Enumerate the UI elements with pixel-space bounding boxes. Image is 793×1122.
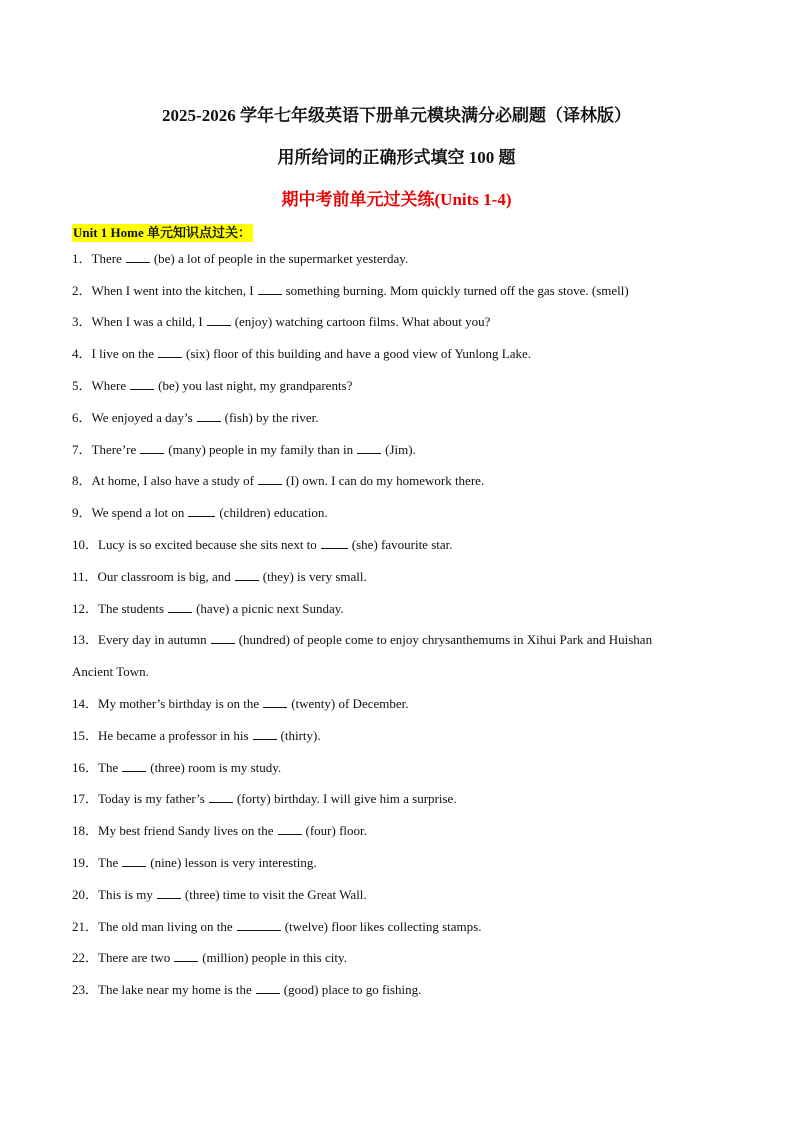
question-number: 17． — [72, 791, 99, 806]
answer-blank[interactable] — [258, 282, 282, 295]
answer-blank[interactable] — [188, 504, 215, 517]
answer-blank[interactable] — [168, 600, 192, 613]
question-number: 20． — [72, 887, 99, 902]
question-number: 13． — [72, 632, 99, 647]
question-15: 15．He became a professor in his (thirty). — [72, 728, 321, 743]
question-23: 23．The lake near my home is the (good) place to go fishing. — [72, 982, 422, 997]
question-13-continuation: Ancient Town. — [72, 664, 149, 679]
answer-blank[interactable] — [278, 822, 302, 835]
question-2: 2．When I went into the kitchen, I something burning. Mom quickly turned off the gas stove. (smell) — [72, 283, 629, 298]
answer-blank[interactable] — [197, 409, 221, 422]
question-4: 4．I live on the (six) floor of this building and have a good view of Yunlong Lake. — [72, 346, 532, 361]
question-18: 18．My best friend Sandy lives on the (four) floor. — [72, 823, 367, 838]
question-number: 6． — [72, 410, 92, 425]
question-number: 21． — [72, 919, 99, 934]
document-subtitle: 用所给词的正确形式填空 100 题 — [277, 148, 516, 167]
answer-blank[interactable] — [130, 377, 154, 390]
answer-blank[interactable] — [122, 854, 146, 867]
question-number: 2． — [72, 283, 92, 298]
question-number: 15． — [72, 728, 99, 743]
answer-blank[interactable] — [253, 727, 277, 740]
answer-blank[interactable] — [263, 695, 287, 708]
question-number: 14． — [72, 696, 99, 711]
question-8: 8．At home, I also have a study of (I) own. I can do my homework there. — [72, 473, 485, 488]
question-6: 6．We enjoyed a day’s (fish) by the river. — [72, 410, 319, 425]
question-22: 22．There are two (million) people in this city. — [72, 950, 347, 965]
question-number: 11． — [72, 569, 98, 584]
document-title: 2025-2026 学年七年级英语下册单元模块满分必刷题（译林版） — [162, 106, 631, 125]
question-17: 17．Today is my father’s (forty) birthday. I will give him a surprise. — [72, 791, 457, 806]
question-number: 5． — [72, 378, 92, 393]
answer-blank[interactable] — [321, 536, 348, 549]
answer-blank[interactable] — [174, 949, 198, 962]
answer-blank[interactable] — [209, 790, 233, 803]
answer-blank[interactable] — [237, 918, 281, 931]
question-number: 3． — [72, 314, 92, 329]
question-number: 10． — [72, 537, 99, 552]
question-number: 4． — [72, 346, 92, 361]
question-3: 3．When I was a child, I (enjoy) watching cartoon films. What about you? — [72, 314, 491, 329]
question-number: 19． — [72, 855, 99, 870]
question-number: 1． — [72, 251, 92, 266]
answer-blank[interactable] — [235, 568, 259, 581]
answer-blank[interactable] — [140, 441, 164, 454]
answer-blank[interactable] — [211, 631, 235, 644]
question-21: 21．The old man living on the (twelve) floor likes collecting stamps. — [72, 919, 482, 934]
question-16: 16．The (three) room is my study. — [72, 760, 282, 775]
answer-blank[interactable] — [122, 759, 146, 772]
question-number: 8． — [72, 473, 92, 488]
answer-blank[interactable] — [256, 981, 280, 994]
question-number: 23． — [72, 982, 99, 997]
answer-blank[interactable] — [157, 886, 181, 899]
question-13: 13．Every day in autumn (hundred) of people come to enjoy chrysanthemums in Xihui Park and Huishan — [72, 632, 653, 647]
question-14: 14．My mother’s birthday is on the (twenty) of December. — [72, 696, 409, 711]
question-7: 7．There’re (many) people in my family than in (Jim). — [72, 442, 416, 457]
answer-blank[interactable] — [258, 472, 282, 485]
question-20: 20．This is my (three) time to visit the Great Wall. — [72, 887, 367, 902]
question-number: 22． — [72, 950, 99, 965]
question-number: 12． — [72, 601, 99, 616]
question-1: 1．There (be) a lot of people in the supermarket yesterday. — [72, 251, 409, 266]
answer-blank[interactable] — [207, 313, 231, 326]
question-12: 12．The students (have) a picnic next Sunday. — [72, 601, 344, 616]
section-title: 期中考前单元过关练(Units 1-4) — [281, 190, 512, 209]
question-number: 16． — [72, 760, 99, 775]
question-5: 5．Where (be) you last night, my grandparents? — [72, 378, 353, 393]
question-19: 19．The (nine) lesson is very interesting. — [72, 855, 317, 870]
question-10: 10．Lucy is so excited because she sits next to (she) favourite star. — [72, 537, 453, 552]
question-9: 9．We spend a lot on (children) education. — [72, 505, 328, 520]
answer-blank[interactable] — [158, 345, 182, 358]
question-number: 9． — [72, 505, 92, 520]
answer-blank[interactable] — [357, 441, 381, 454]
question-number: 7． — [72, 442, 92, 457]
question-11: 11．Our classroom is big, and (they) is very small. — [72, 569, 367, 584]
unit-heading: Unit 1 Home 单元知识点过关： — [73, 225, 252, 240]
answer-blank[interactable] — [126, 250, 150, 263]
question-number: 18． — [72, 823, 99, 838]
